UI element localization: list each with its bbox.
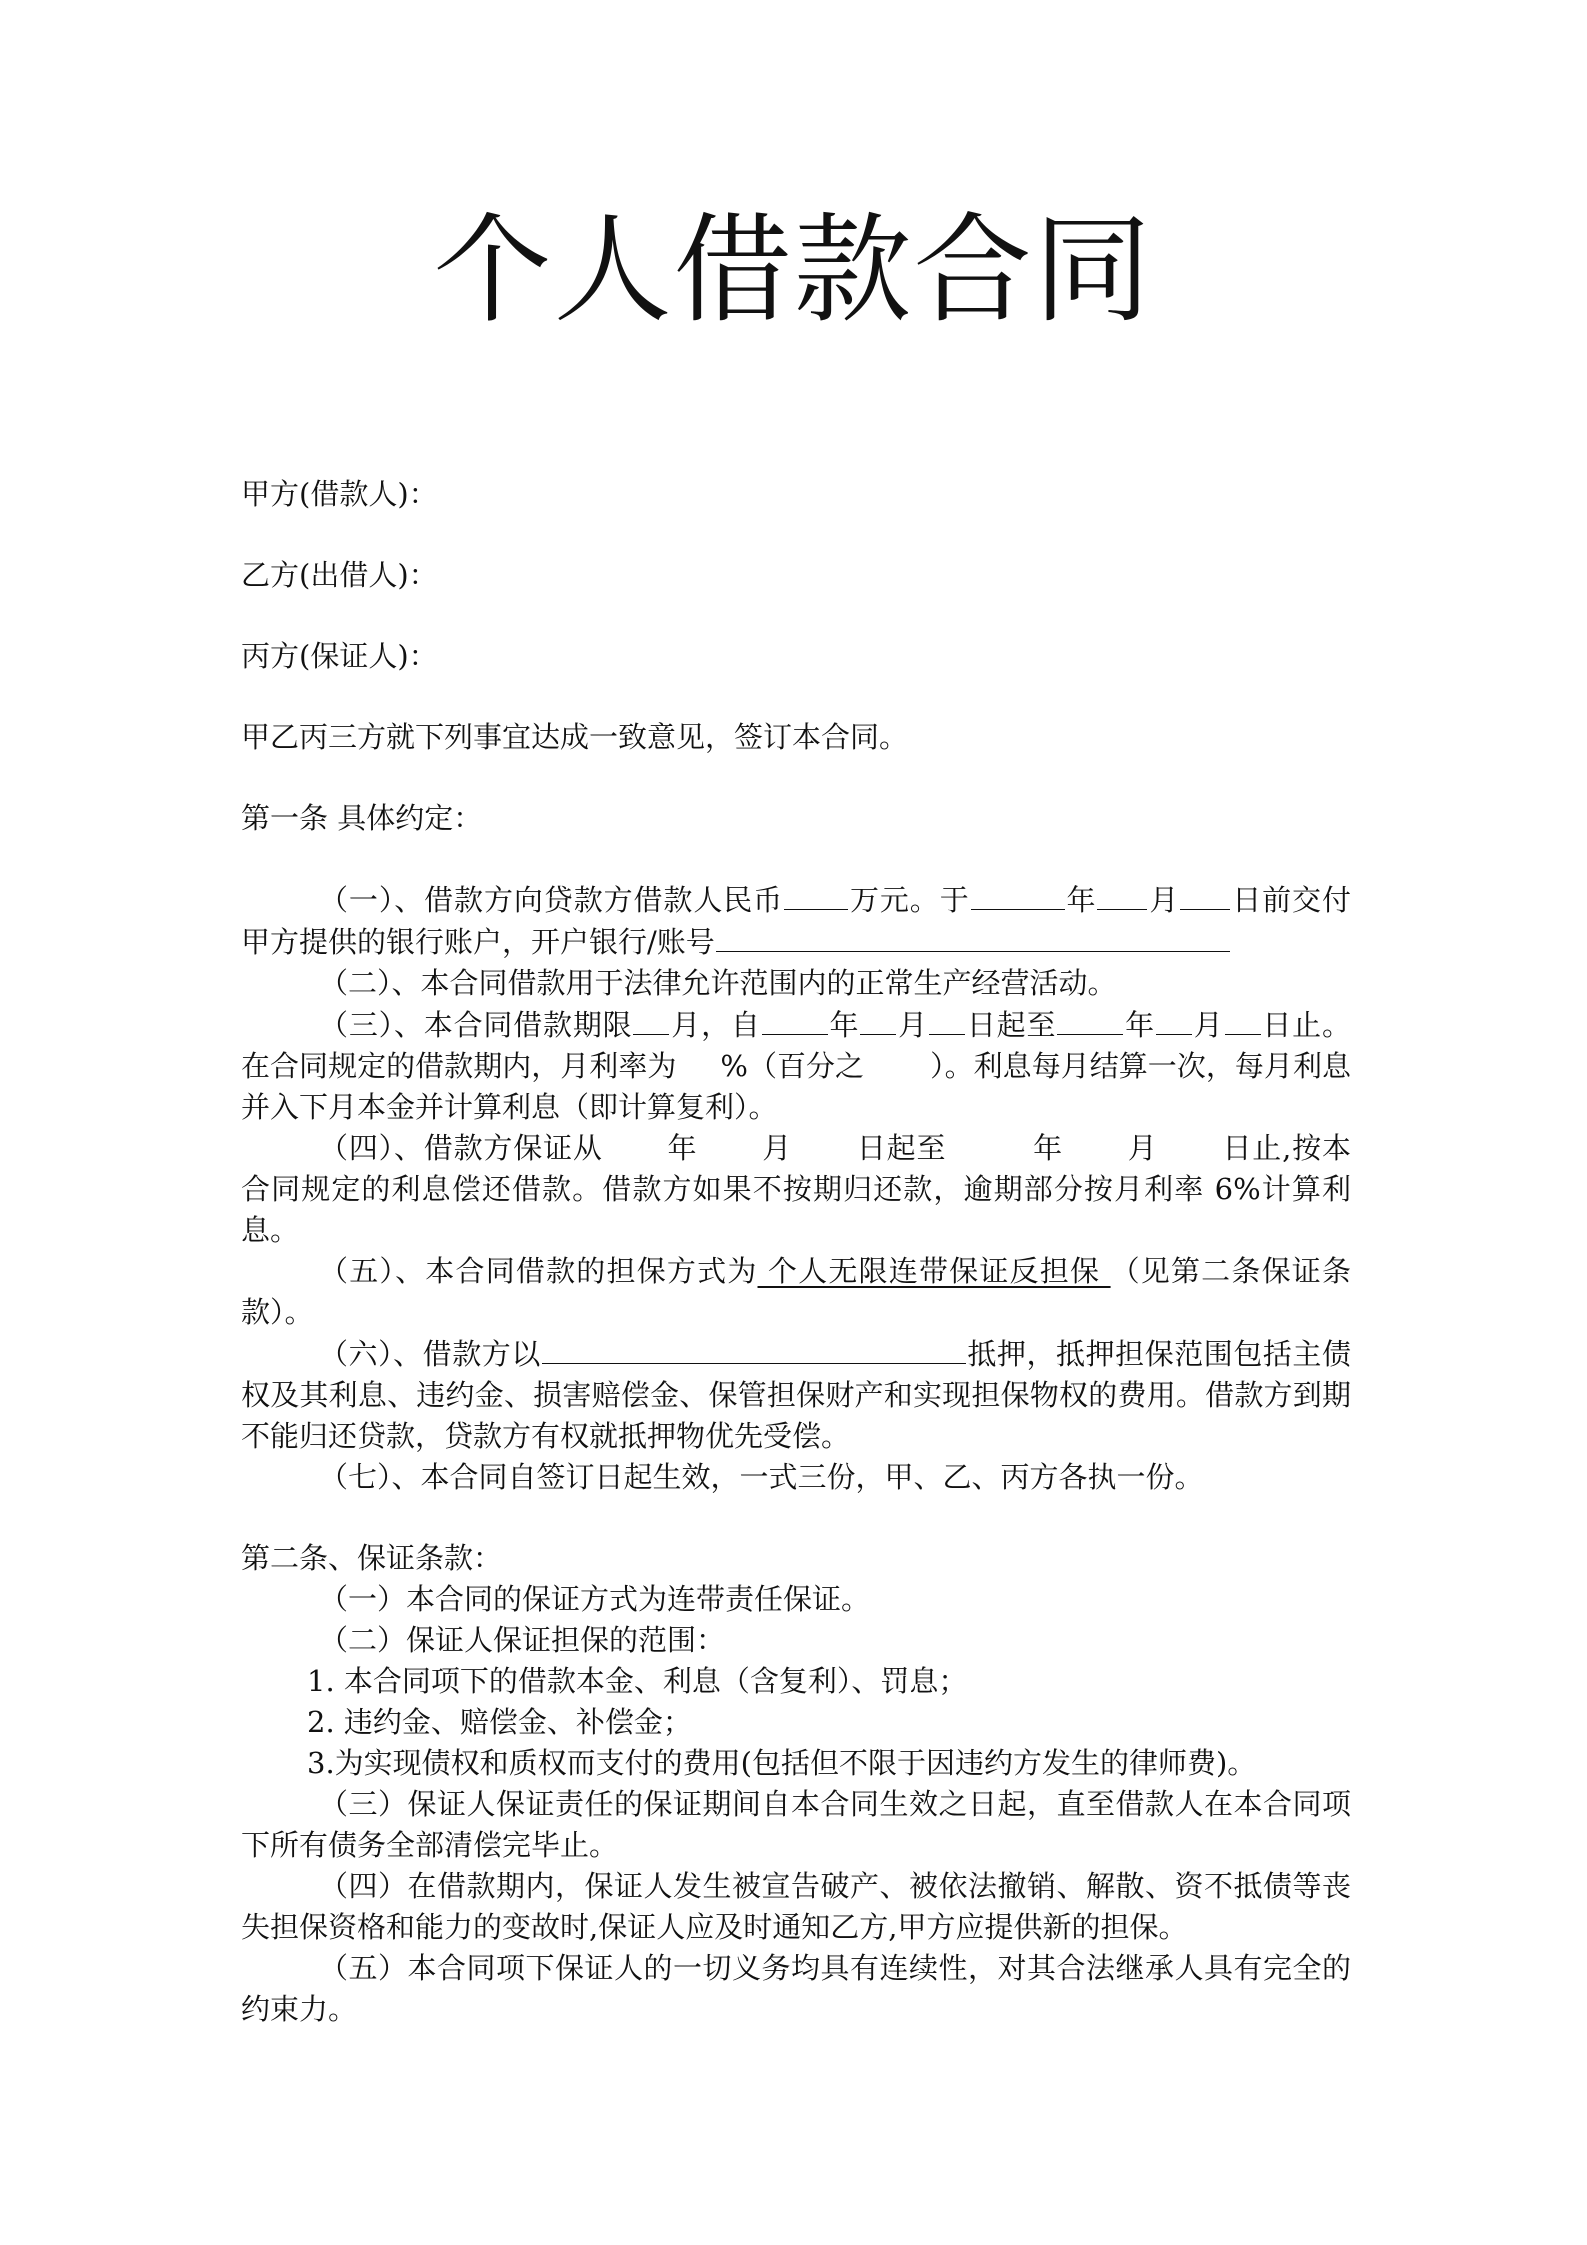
article2-clause3: （三）保证人保证责任的保证期间自本合同生效之日起，直至借款人在本合同项下所有债务全部清偿完毕止。 <box>241 1787 1351 1862</box>
clause-text: 月 <box>897 1008 928 1042</box>
clause-text: 月 <box>761 1131 793 1165</box>
spacer <box>241 839 1351 879</box>
rate-words-space <box>864 1046 930 1076</box>
contract-body <box>241 474 1351 2030</box>
article2-clause4: （四）在借款期内，保证人发生被宣告破产、被依法撤销、解散、资不抵债等丧失担保资格和能力的变故时,保证人应及时通知乙方,甲方应提供新的担保。 <box>241 1869 1351 1944</box>
article1-clause3 <box>241 1004 1351 1128</box>
spacer <box>241 1498 1351 1538</box>
clause-text: %（百分之 <box>720 1049 865 1083</box>
clause-text: （一）、借款方向贷款方借款人民币 <box>319 883 784 917</box>
article1-clause2: （二）、本合同借款用于法律允许范围内的正常生产经营活动。 <box>319 966 1117 1000</box>
clause-text: 抵押，抵押担保范围包括主债权及其利息、违约金、损害赔偿金、保管担保财产和实现担保物权的费用。借款方到期不能归还贷款，贷款方有权就抵押物优先受偿。 <box>241 1337 1351 1453</box>
party-c-line: 丙方(保证人)： <box>241 639 438 673</box>
contract-title: 个人借款合同 <box>433 201 1154 339</box>
account-blank <box>716 921 1230 952</box>
guarantee-method: 个人无限连带保证反担保 <box>757 1254 1111 1288</box>
clause-text: ）。利息每月结算一次，每月利息并入下月本金并计算利息（即计算复利）。 <box>241 1049 1351 1124</box>
clause-text: 日止,按本合同规定的利息偿还借款。借款方如果不按期归还款，逾期部分按月利率 6%计算利息。 <box>241 1131 1351 1247</box>
article1-clause6 <box>241 1333 1351 1457</box>
article1-heading: 第一条 具体约定： <box>241 801 483 835</box>
year-blank <box>971 879 1065 910</box>
clause-text: 日起至 <box>856 1131 947 1165</box>
party-a-line: 甲方(借款人)： <box>241 477 438 511</box>
clause-text: 年 <box>1124 1008 1155 1042</box>
clause-text: 月，自 <box>670 1008 761 1042</box>
term-blank <box>633 1004 669 1035</box>
clause-text: （五）、本合同借款的担保方式为 <box>319 1254 758 1288</box>
article1-clause5 <box>241 1251 1351 1333</box>
article1-clause1 <box>241 879 1351 963</box>
collateral-blank <box>542 1333 966 1364</box>
clause-text: 月 <box>1192 1008 1224 1042</box>
clause-text: 年 <box>666 1131 698 1165</box>
article2-item3: 3.为实现债权和质权而支付的费用(包括但不限于因违约方发生的律师费)。 <box>307 1746 1257 1780</box>
space <box>697 1128 761 1158</box>
month-blank <box>1097 879 1147 910</box>
start-month-blank <box>860 1004 896 1035</box>
clause-text: 日起至 <box>966 1008 1057 1042</box>
end-day-blank <box>1225 1004 1261 1035</box>
article2-clause1: （一）本合同的保证方式为连带责任保证。 <box>319 1582 871 1616</box>
space <box>1063 1128 1127 1158</box>
article2-item2: 2. 违约金、赔偿金、补偿金； <box>307 1705 692 1739</box>
amount-blank <box>784 879 848 910</box>
clause-text: 月 <box>1126 1131 1158 1165</box>
clause-text: 年 <box>1065 883 1097 917</box>
party-b-line: 乙方(出借人)： <box>241 558 438 592</box>
clause-text: （见第二条保证条款）。 <box>241 1254 1351 1329</box>
space <box>946 1128 1032 1158</box>
article1-clause7: （七）、本合同自签订日起生效，一式三份，甲、乙、丙方各执一份。 <box>319 1460 1204 1494</box>
clause-text: 日止。在合同规定的借款期内，月利率为 <box>241 1008 1351 1083</box>
article2-clause5: （五）本合同项下保证人的一切义务均具有连续性，对其合法继承人具有完全的约束力。 <box>241 1951 1351 2026</box>
intro-text: 甲乙丙三方就下列事宜达成一致意见，签订本合同。 <box>241 720 909 754</box>
end-month-blank <box>1156 1004 1192 1035</box>
clause-text: 年 <box>828 1008 860 1042</box>
clause-text: 万元。于 <box>849 883 970 917</box>
clause-text: 日前交付甲方提供的银行账户，开户银行/账号 <box>241 883 1351 959</box>
clause-text: 月 <box>1148 883 1180 917</box>
start-year-blank <box>762 1004 828 1035</box>
article2-heading: 第二条、保证条款： <box>241 1541 503 1575</box>
article2-item1: 1. 本合同项下的借款本金、利息（含复利）、罚息； <box>307 1664 968 1698</box>
end-year-blank <box>1057 1004 1123 1035</box>
clause-text: （四）、借款方保证从 <box>319 1131 603 1165</box>
clause-text: （六）、借款方以 <box>319 1337 541 1371</box>
space <box>1158 1128 1222 1158</box>
clause-text: 年 <box>1032 1131 1063 1165</box>
space <box>792 1128 856 1158</box>
start-day-blank <box>929 1004 965 1035</box>
space <box>603 1128 667 1158</box>
rate-space <box>676 1046 720 1076</box>
article2-clause2: （二）保证人保证担保的范围： <box>319 1623 726 1657</box>
clause-text: （三）、本合同借款期限 <box>319 1008 633 1042</box>
day-blank <box>1180 879 1230 910</box>
article1-clause4 <box>241 1128 1351 1251</box>
